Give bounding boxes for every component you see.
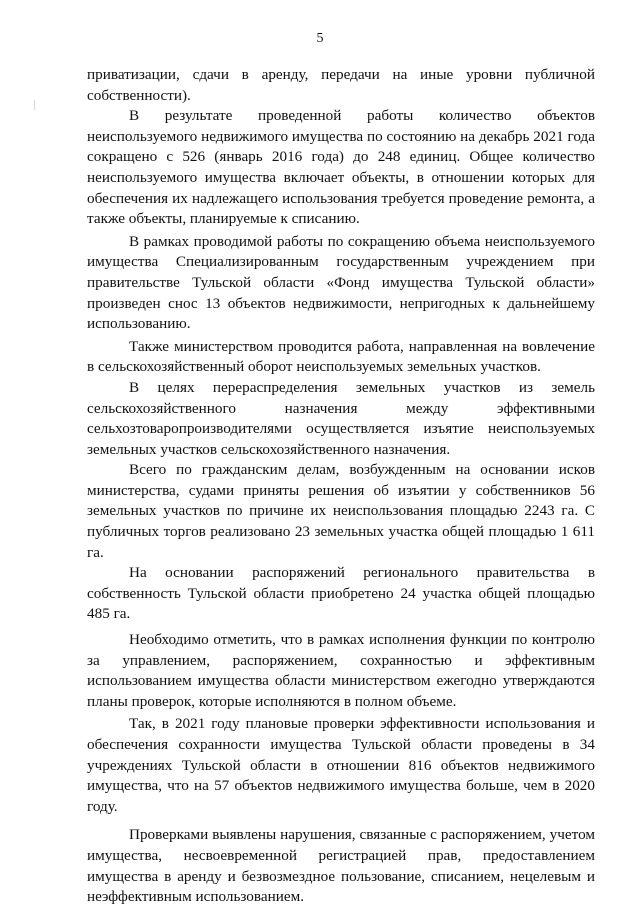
paragraph-9-inspections-2021: Так, в 2021 году плановые проверки эффективности использования и обеспечения сохранности имущества Тульской области проведены в 34 учреждениях Тульской области в отношении 816 объектов недвижимого имущества, что на 57 объектов недвижимого имущества больше, чем в 2020 году. [87, 715, 595, 815]
margin-scan-mark [34, 100, 35, 110]
paragraph-5-redistribution: В целях перераспределения земельных участков из земель сельскохозяйственного назначения между эффективными сельхозтоваропроизводителями осуществляется изъятие неиспользуемых земельных участков сельскохозяйственного назначения. [87, 378, 595, 458]
paragraph-6-court-decisions: Всего по гражданским делам, возбужденным на основании исков министерства, судами приняты решения об изъятии у собственников 56 земельных участков по причине их неиспользования площадью 2243 га. С публичных торгов реализовано 23 земельных участка общей площадью 1 611 га. [87, 461, 595, 561]
paragraph-2-results: В результате проведенной работы количество объектов неиспользуемого недвижимого имущества по состоянию на декабрь 2021 года сокращено с 526 (январь 2016 года) до 248 единиц. Общее количество неиспользуемого имущества включает объекты, в отношении которых для обеспечения их надлежащего использования требуется проведение ремонта, а также объекты, планируемые к списанию. [87, 107, 595, 228]
page-number: 5 [316, 31, 324, 46]
document-body [87, 65, 595, 908]
paragraph-8-control: Необходимо отметить, что в рамках исполнения функции по контролю за управлением, распоряжением, сохранностью и эффективным использованием имущества области министерством ежегодно утверждаются планы проверок, которые исполняются в полном объеме. [87, 631, 595, 710]
paragraph-3-demolition: В рамках проводимой работы по сокращению объема неиспользуемого имущества Специализированным государственным учреждением при правительстве Тульской области «Фонд имущества Тульской области» произведен снос 13 объектов недвижимости, непригодных к дальнейшему использованию. [87, 232, 595, 333]
paragraph-7-acquisition: На основании распоряжений регионального правительства в собственность Тульской области приобретено 24 участка общей площадью 485 га. [87, 564, 595, 623]
paragraph-4-agricultural-turnover: Также министерством проводится работа, направленная на вовлечение в сельскохозяйственный оборот неиспользуемых земельных участков. [87, 337, 595, 376]
paragraph-1-continuation: приватизации, сдачи в аренду, передачи на иные уровни публичной собственности). [87, 66, 595, 104]
paragraph-10-violations: Проверками выявлены нарушения, связанные с распоряжением, учетом имущества, несвоевременной регистрацией прав, предоставлением имущества в аренду и безвозмездное пользование, списанием, нецелевым и неэффективным использованием. [87, 826, 595, 906]
